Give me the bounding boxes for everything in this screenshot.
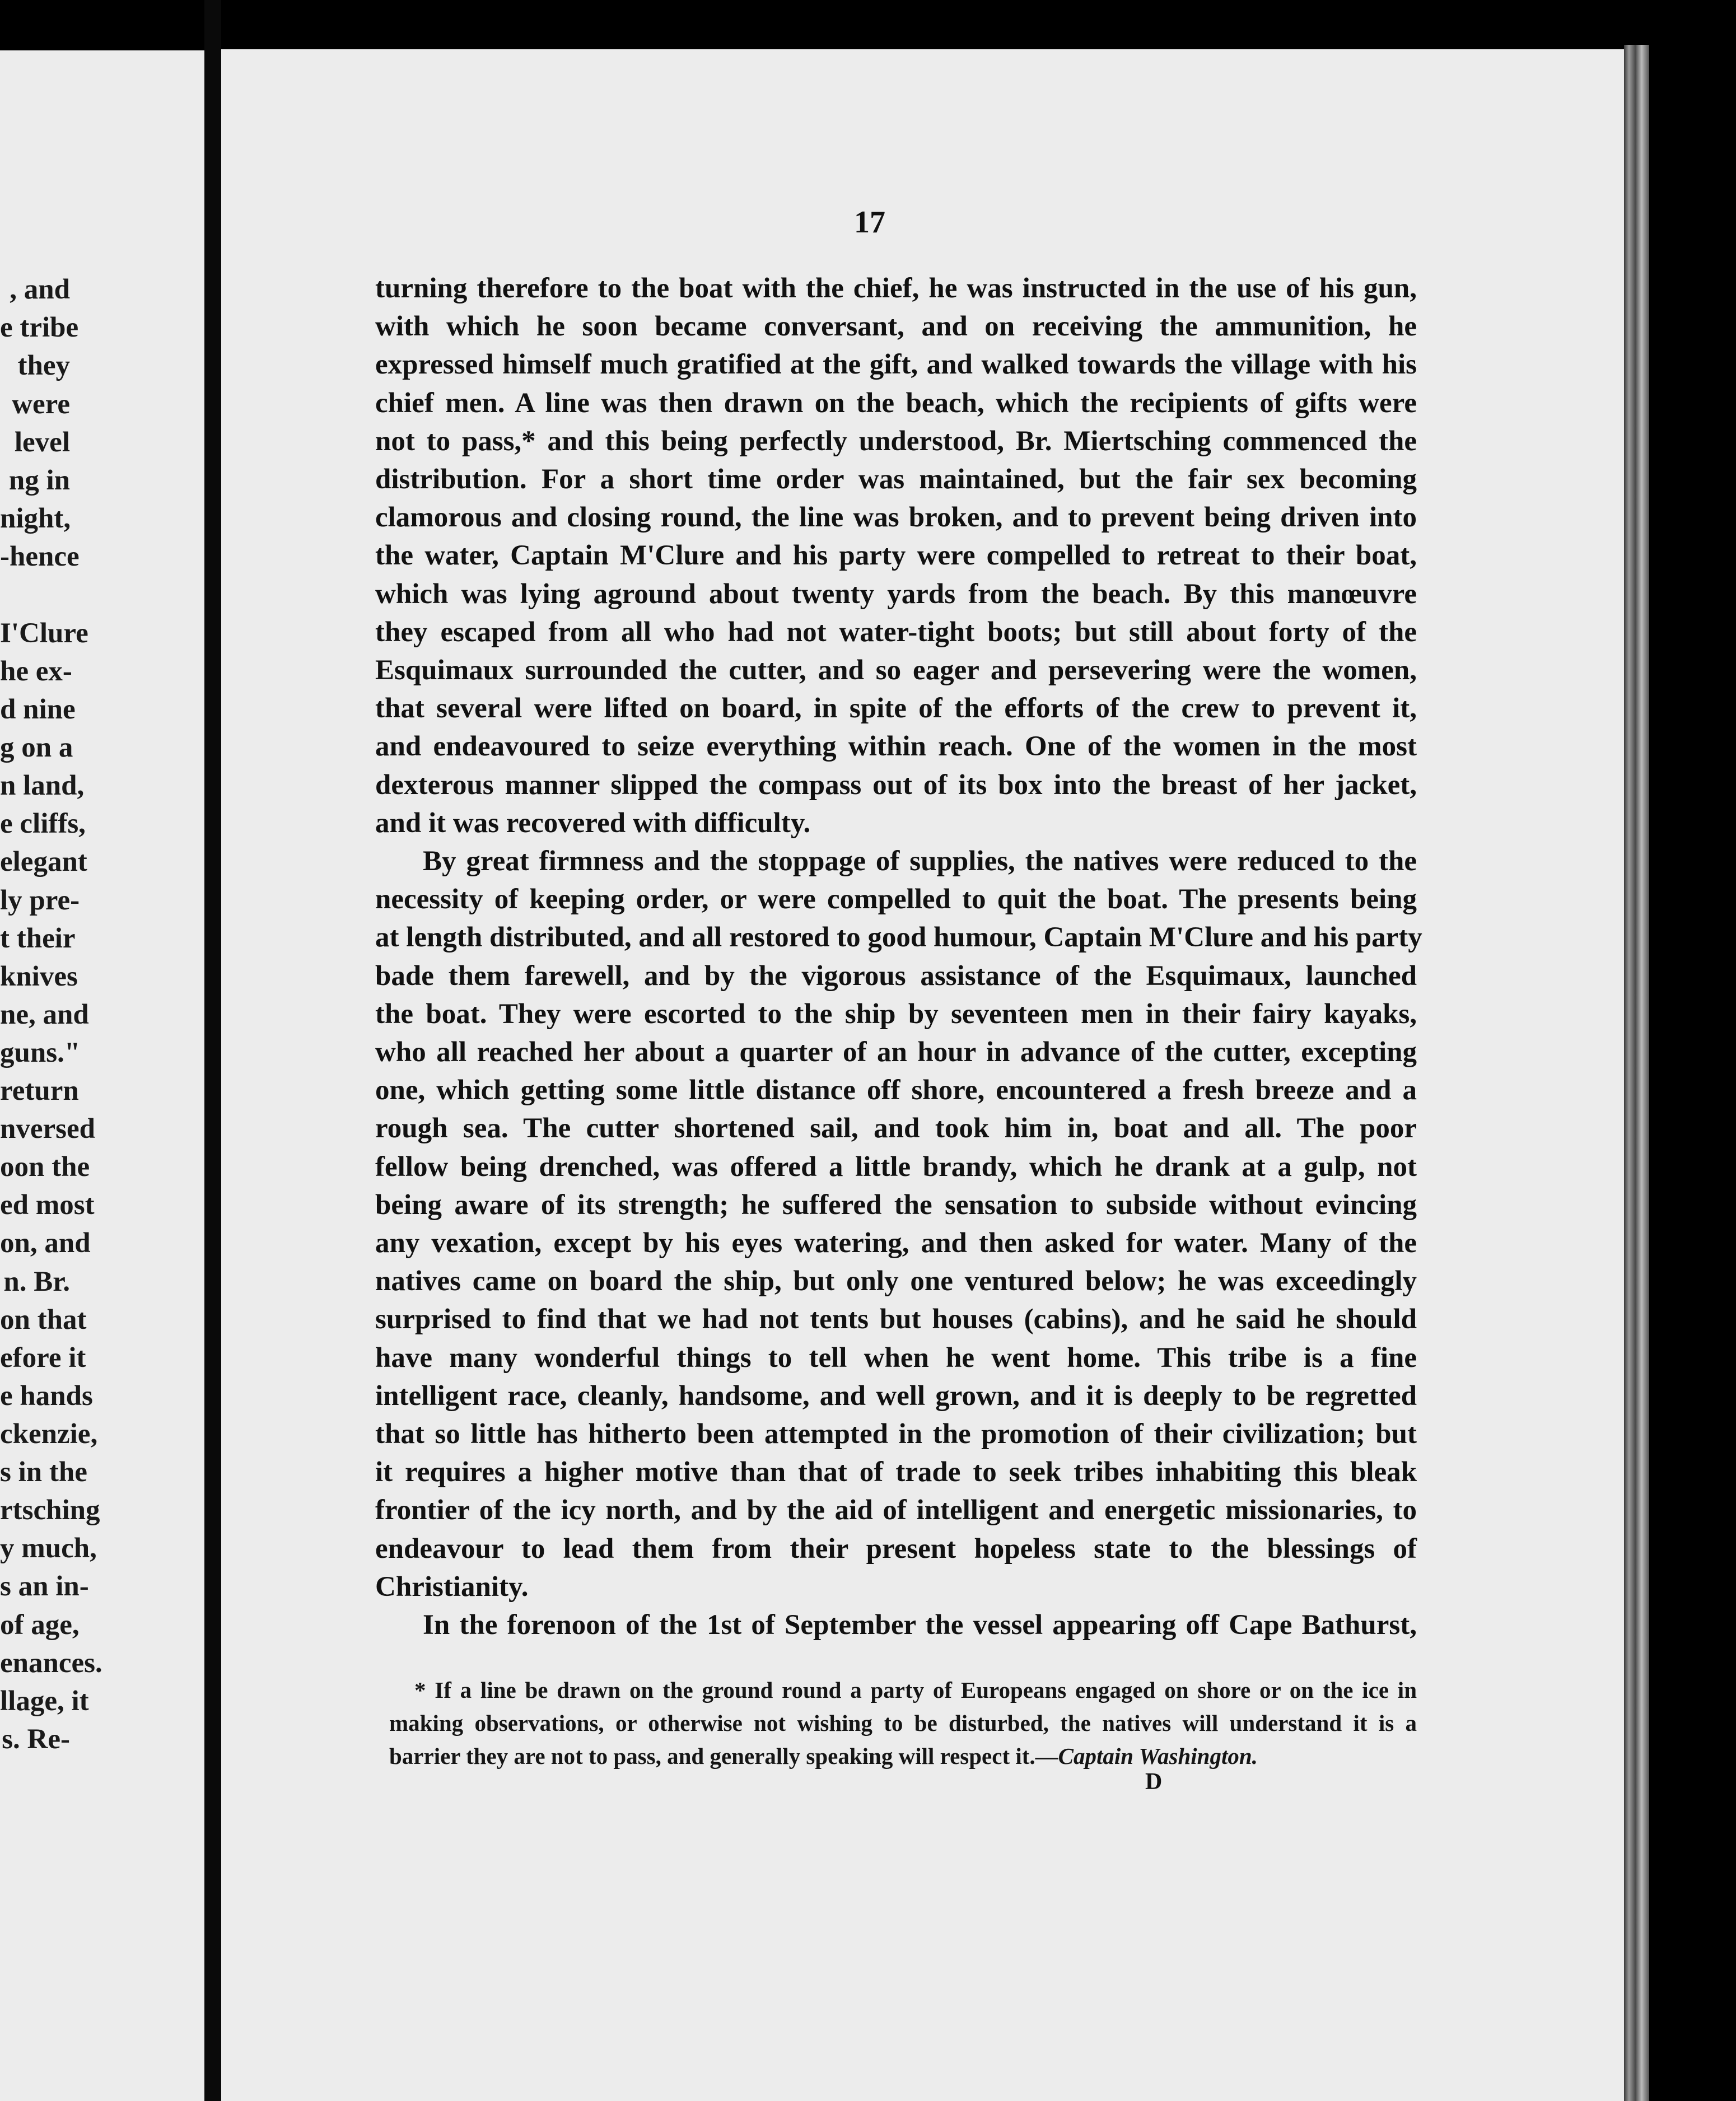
left-page-line: n. Br. <box>3 1266 70 1297</box>
left-page-line: , and <box>10 274 70 305</box>
body-line: natives came on board the ship, but only one ventured below; he was exceedingly <box>375 1266 1417 1297</box>
left-page-line: t their <box>0 923 76 954</box>
body-line: the boat. They were escorted to the ship by seventeen men in their fairy kayaks, <box>375 998 1417 1030</box>
body-line: necessity of keeping order, or were compelled to quit the boat. The presents being <box>375 884 1417 915</box>
body-line: distribution. For a short time order was maintained, but the fair sex becoming <box>375 464 1417 495</box>
body-line: dexterous manner slipped the compass out of its box into the breast of her jacket, <box>375 769 1417 801</box>
left-page-line: llage, it <box>0 1686 89 1717</box>
footnote-line: * If a line be drawn on the ground round a party of Europeans engaged on shore or on the ice in <box>414 1677 1417 1703</box>
left-page-line: g on a <box>0 732 73 763</box>
page-number: 17 <box>854 205 885 240</box>
left-page-fragment <box>0 50 204 2101</box>
body-line: In the forenoon of the 1st of September the vessel appearing off Cape Bathurst, <box>423 1609 1417 1641</box>
left-page-line: e cliffs, <box>0 808 86 839</box>
left-page-line: ng in <box>8 465 70 496</box>
left-page-line: y much, <box>0 1533 97 1564</box>
footnote-line: barrier they are not to pass, and generally speaking will respect it.—Captain Washington. <box>389 1743 1258 1769</box>
left-page-line: s an in- <box>0 1571 89 1602</box>
left-page-line: I'Clure <box>0 618 88 649</box>
body-line: intelligent race, cleanly, handsome, and well grown, and it is deeply to be regretted <box>375 1380 1417 1412</box>
body-line: Esquimaux surrounded the cutter, and so eager and persevering were the women, <box>375 655 1417 686</box>
body-line: By great firmness and the stoppage of supplies, the natives were reduced to the <box>423 846 1417 877</box>
body-line: they escaped from all who had not water-tight boots; but still about forty of the <box>375 617 1417 648</box>
body-line: turning therefore to the boat with the chief, he was instructed in the use of his gun, <box>375 273 1417 304</box>
page-edge <box>1624 45 1649 2101</box>
left-page-line: d nine <box>0 694 76 725</box>
left-page-line: nversed <box>0 1113 95 1145</box>
body-line: surprised to find that we had not tents but houses (cabins), and he said he should <box>375 1304 1417 1335</box>
body-line: which was lying aground about twenty yards from the beach. By this manœuvre <box>375 578 1417 610</box>
body-line: frontier of the icy north, and by the aid of intelligent and energetic missionaries, to <box>375 1495 1417 1526</box>
left-page-line: night, <box>0 503 71 534</box>
body-line: any vexation, except by his eyes watering, and then asked for water. Many of the <box>375 1227 1417 1259</box>
body-line: who all reached her about a quarter of an hour in advance of the cutter, excepting <box>375 1037 1417 1068</box>
body-line: expressed himself much gratified at the gift, and walked towards the village with his <box>375 349 1417 380</box>
left-page-line: he ex- <box>0 656 72 687</box>
left-page-line: e tribe <box>0 312 79 343</box>
left-page-line: ly pre- <box>0 885 80 916</box>
body-line: not to pass,* and this being perfectly understood, Br. Miertsching commenced the <box>375 426 1417 457</box>
left-page-line: rtsching <box>0 1495 100 1526</box>
left-page-line: guns." <box>0 1037 81 1068</box>
body-line: fellow being drenched, was offered a little brandy, which he drank at a gulp, not <box>375 1151 1417 1183</box>
left-page-line: return <box>0 1075 79 1106</box>
footnote-line: making observations, or otherwise not wishing to be disturbed, the natives will understand it is a <box>389 1710 1417 1736</box>
body-line: have many wonderful things to tell when he went home. This tribe is a fine <box>375 1342 1417 1374</box>
left-page-line: s. Re- <box>2 1724 70 1755</box>
left-page-line: oon the <box>0 1151 90 1183</box>
body-line: endeavour to lead them from their present hopeless state to the blessings of <box>375 1533 1417 1565</box>
left-page-line: of age, <box>0 1609 80 1641</box>
body-line: the water, Captain M'Clure and his party were compelled to retreat to their boat, <box>375 540 1417 571</box>
body-line: bade them farewell, and by the vigorous assistance of the Esquimaux, launched <box>375 960 1417 992</box>
body-line: with which he soon became conversant, and on receiving the ammunition, he <box>375 311 1417 342</box>
left-page-line: level <box>14 427 70 458</box>
left-page-line: on, and <box>0 1227 91 1259</box>
body-line: that so little has hitherto been attempted in the promotion of their civilization; but <box>375 1418 1417 1450</box>
left-page-line: knives <box>0 961 78 992</box>
signature-mark: D <box>1145 1769 1163 1795</box>
left-page-line: on that <box>0 1304 87 1336</box>
book-gutter <box>204 0 221 2101</box>
left-page-line: they <box>17 350 70 381</box>
left-page-line: ed most <box>0 1189 95 1221</box>
body-line: clamorous and closing round, the line was broken, and to prevent being driven into <box>375 502 1417 533</box>
body-line: at length distributed, and all restored to good humour, Captain M'Clure and his party <box>375 922 1422 953</box>
body-line: Christianity. <box>375 1571 529 1603</box>
left-page-line: elegant <box>0 846 87 877</box>
body-line: being aware of its strength; he suffered the sensation to subside without evincing <box>375 1189 1417 1221</box>
left-page-line: -hence <box>0 541 80 572</box>
body-line: and endeavoured to seize everything within reach. One of the women in the most <box>375 731 1417 762</box>
body-line: and it was recovered with difficulty. <box>375 807 811 839</box>
left-page-line: efore it <box>0 1342 86 1374</box>
left-page-line: e hands <box>0 1380 93 1412</box>
left-page-line: ne, and <box>0 999 89 1030</box>
left-page-line: s in the <box>0 1456 87 1488</box>
left-page-line: n land, <box>0 770 85 801</box>
body-line: one, which getting some little distance off shore, encountered a fresh breeze and a <box>375 1075 1417 1106</box>
body-line: that several were lifted on board, in spite of the efforts of the crew to prevent it, <box>375 693 1417 724</box>
body-line: rough sea. The cutter shortened sail, and took him in, boat and all. The poor <box>375 1113 1417 1144</box>
body-line: it requires a higher motive than that of trade to seek tribes inhabiting this bleak <box>375 1456 1417 1488</box>
body-line: chief men. A line was then drawn on the beach, which the recipients of gifts were <box>375 387 1417 419</box>
left-page-line: were <box>12 389 70 420</box>
left-page-line: ckenzie, <box>0 1418 98 1450</box>
left-page-line: enances. <box>0 1647 102 1679</box>
